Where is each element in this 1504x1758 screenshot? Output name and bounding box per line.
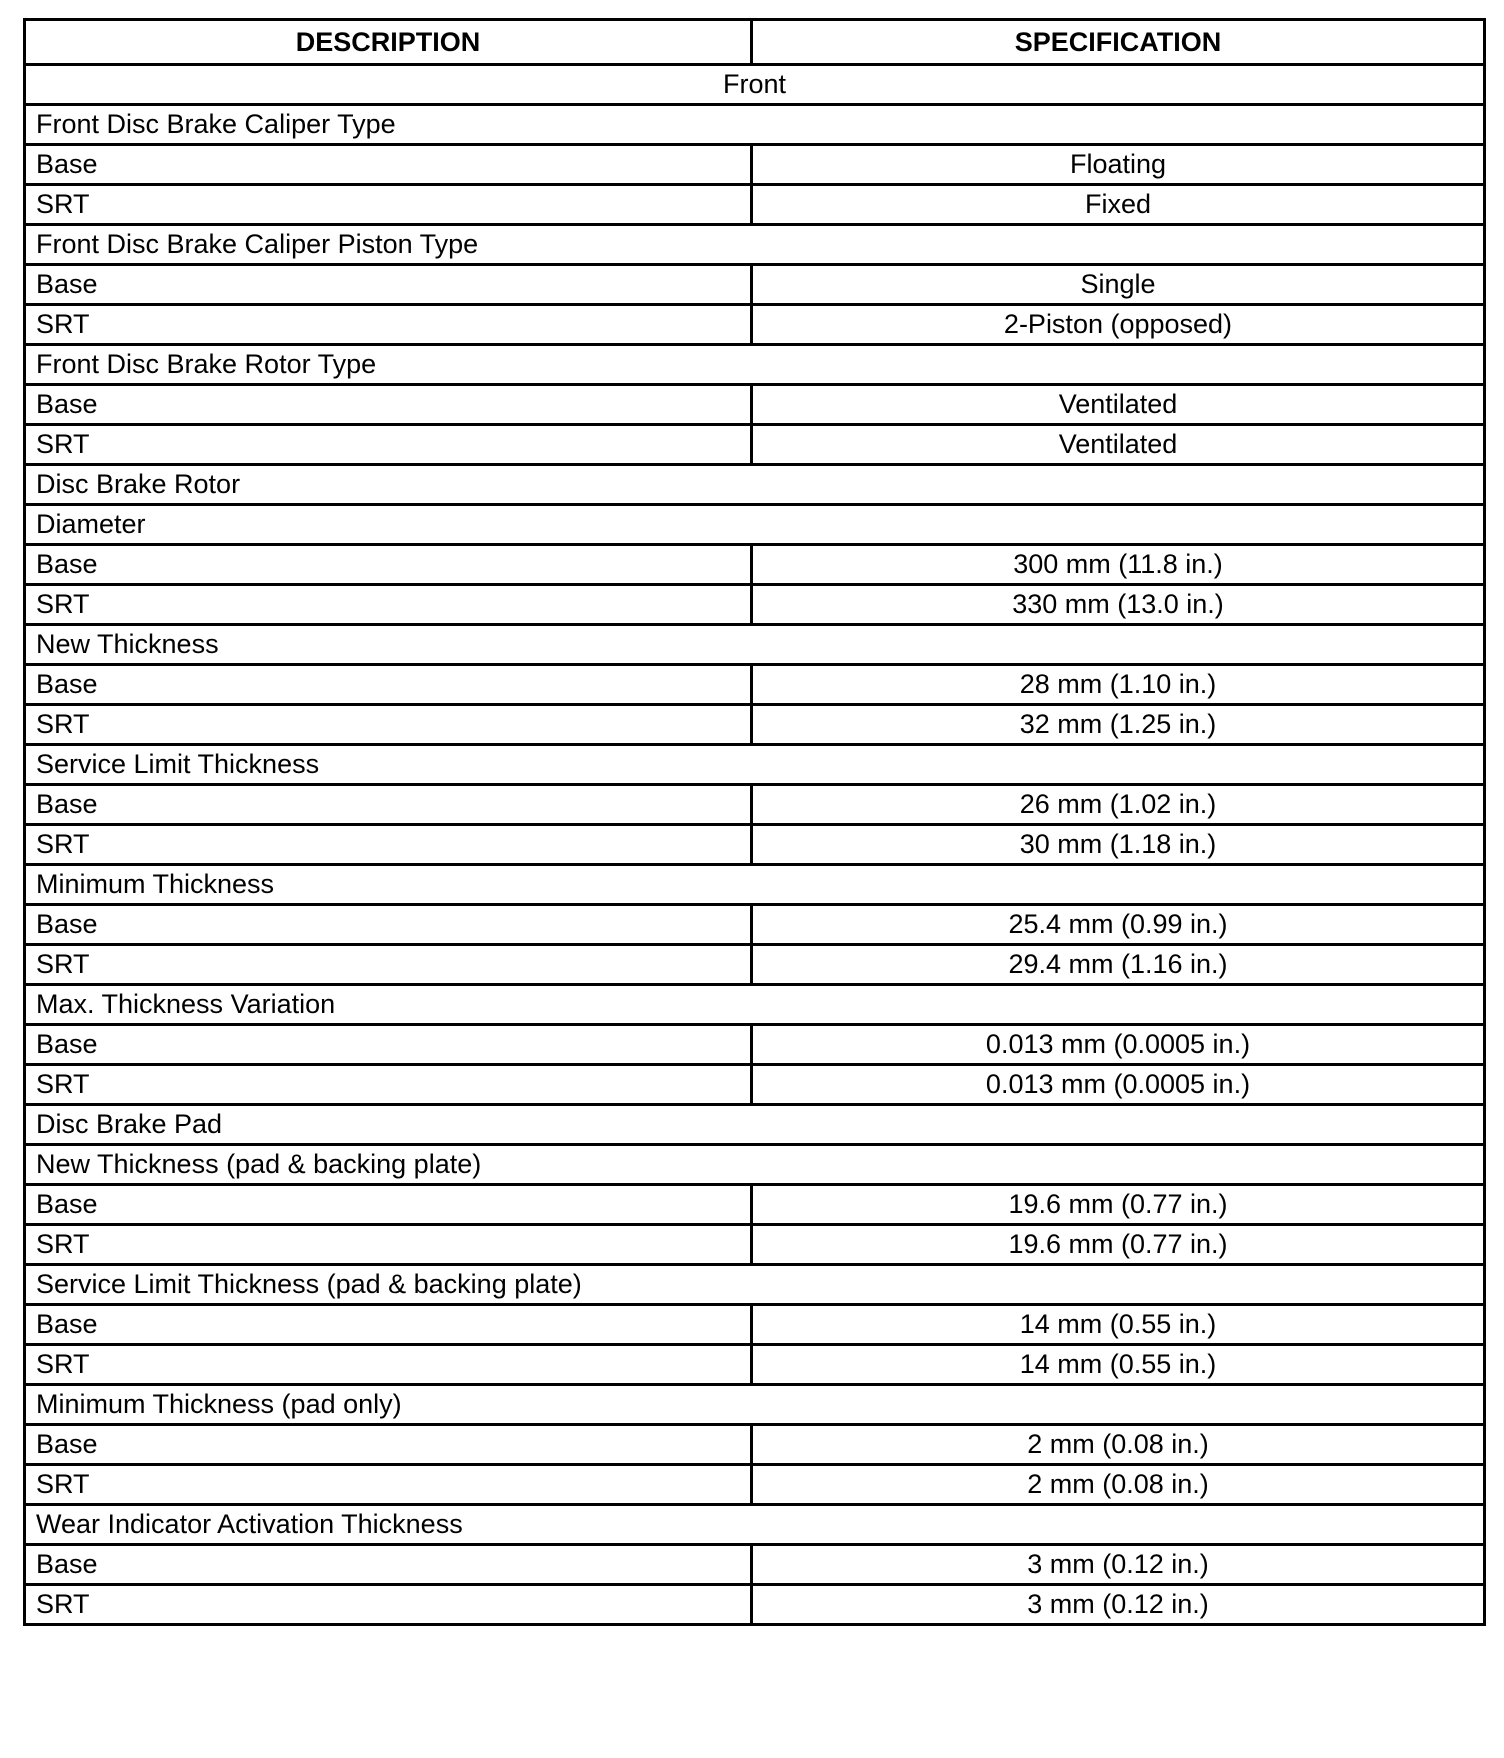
group-row	[25, 1385, 1485, 1425]
variant-label: SRT	[25, 825, 752, 865]
group-row	[25, 1265, 1485, 1305]
variant-label: SRT	[25, 305, 752, 345]
variant-label: Base	[25, 145, 752, 185]
variant-label: Base	[25, 265, 752, 305]
spec-value: Ventilated	[752, 385, 1485, 425]
group-row	[25, 865, 1485, 905]
group-label: New Thickness (pad & backing plate)	[25, 1145, 1485, 1185]
group-label: Service Limit Thickness	[25, 745, 1485, 785]
group-label: Minimum Thickness (pad only)	[25, 1385, 1485, 1425]
spec-row	[25, 825, 1485, 865]
group-label: Max. Thickness Variation	[25, 985, 1485, 1025]
spec-row	[25, 665, 1485, 705]
group-row	[25, 625, 1485, 665]
spec-row	[25, 1185, 1485, 1225]
section-title: Front	[25, 65, 1485, 105]
variant-label: SRT	[25, 1585, 752, 1625]
group-label: Diameter	[25, 505, 1485, 545]
group-label: Disc Brake Pad	[25, 1105, 1485, 1145]
spec-value: 32 mm (1.25 in.)	[752, 705, 1485, 745]
group-label: Front Disc Brake Caliper Type	[25, 105, 1485, 145]
spec-table	[23, 18, 1486, 1626]
spec-row	[25, 1585, 1485, 1625]
variant-label: Base	[25, 1185, 752, 1225]
group-row	[25, 1145, 1485, 1185]
variant-label: SRT	[25, 705, 752, 745]
spec-row	[25, 425, 1485, 465]
variant-label: Base	[25, 905, 752, 945]
spec-value: 26 mm (1.02 in.)	[752, 785, 1485, 825]
spec-value: 25.4 mm (0.99 in.)	[752, 905, 1485, 945]
group-row	[25, 465, 1485, 505]
variant-label: SRT	[25, 945, 752, 985]
spec-row	[25, 585, 1485, 625]
spec-row	[25, 785, 1485, 825]
spec-value: 0.013 mm (0.0005 in.)	[752, 1065, 1485, 1105]
spec-value: 29.4 mm (1.16 in.)	[752, 945, 1485, 985]
group-label: Disc Brake Rotor	[25, 465, 1485, 505]
group-label: Minimum Thickness	[25, 865, 1485, 905]
variant-label: SRT	[25, 185, 752, 225]
group-row	[25, 345, 1485, 385]
variant-label: SRT	[25, 1225, 752, 1265]
spec-row	[25, 1305, 1485, 1345]
spec-row	[25, 305, 1485, 345]
spec-value: 2 mm (0.08 in.)	[752, 1425, 1485, 1465]
group-label: New Thickness	[25, 625, 1485, 665]
section-row	[25, 65, 1485, 105]
spec-value: 2-Piston (opposed)	[752, 305, 1485, 345]
spec-value: 19.6 mm (0.77 in.)	[752, 1225, 1485, 1265]
spec-row	[25, 265, 1485, 305]
spec-row	[25, 145, 1485, 185]
spec-value: 3 mm (0.12 in.)	[752, 1545, 1485, 1585]
spec-row	[25, 1025, 1485, 1065]
variant-label: Base	[25, 785, 752, 825]
variant-label: Base	[25, 1305, 752, 1345]
spec-value: Single	[752, 265, 1485, 305]
spec-row	[25, 945, 1485, 985]
group-row	[25, 505, 1485, 545]
group-row	[25, 1105, 1485, 1145]
spec-value: 28 mm (1.10 in.)	[752, 665, 1485, 705]
spec-row	[25, 1465, 1485, 1505]
variant-label: Base	[25, 1545, 752, 1585]
spec-row	[25, 1425, 1485, 1465]
spec-row	[25, 905, 1485, 945]
spec-value: Fixed	[752, 185, 1485, 225]
spec-value: 3 mm (0.12 in.)	[752, 1585, 1485, 1625]
variant-label: Base	[25, 1025, 752, 1065]
spec-row	[25, 185, 1485, 225]
variant-label: Base	[25, 1425, 752, 1465]
spec-table-body	[25, 65, 1485, 1625]
variant-label: SRT	[25, 1065, 752, 1105]
group-label: Front Disc Brake Rotor Type	[25, 345, 1485, 385]
spec-row	[25, 1545, 1485, 1585]
spec-row	[25, 1345, 1485, 1385]
variant-label: Base	[25, 545, 752, 585]
spec-value: 14 mm (0.55 in.)	[752, 1305, 1485, 1345]
spec-value: 2 mm (0.08 in.)	[752, 1465, 1485, 1505]
spec-value: 30 mm (1.18 in.)	[752, 825, 1485, 865]
spec-value: Ventilated	[752, 425, 1485, 465]
spec-value: 14 mm (0.55 in.)	[752, 1345, 1485, 1385]
spec-row	[25, 385, 1485, 425]
variant-label: SRT	[25, 1465, 752, 1505]
variant-label: SRT	[25, 585, 752, 625]
spec-row	[25, 1225, 1485, 1265]
spec-value: Floating	[752, 145, 1485, 185]
group-row	[25, 745, 1485, 785]
spec-value: 330 mm (13.0 in.)	[752, 585, 1485, 625]
group-row	[25, 985, 1485, 1025]
group-label: Wear Indicator Activation Thickness	[25, 1505, 1485, 1545]
spec-row	[25, 545, 1485, 585]
variant-label: SRT	[25, 425, 752, 465]
variant-label: Base	[25, 665, 752, 705]
spec-value: 19.6 mm (0.77 in.)	[752, 1185, 1485, 1225]
description-header: DESCRIPTION	[25, 20, 752, 65]
header-row	[25, 20, 1485, 65]
spec-row	[25, 1065, 1485, 1105]
group-row	[25, 1505, 1485, 1545]
group-row	[25, 105, 1485, 145]
group-row	[25, 225, 1485, 265]
group-label: Front Disc Brake Caliper Piston Type	[25, 225, 1485, 265]
group-label: Service Limit Thickness (pad & backing plate)	[25, 1265, 1485, 1305]
variant-label: SRT	[25, 1345, 752, 1385]
spec-value: 300 mm (11.8 in.)	[752, 545, 1485, 585]
variant-label: Base	[25, 385, 752, 425]
spec-row	[25, 705, 1485, 745]
specification-header: SPECIFICATION	[752, 20, 1485, 65]
spec-value: 0.013 mm (0.0005 in.)	[752, 1025, 1485, 1065]
